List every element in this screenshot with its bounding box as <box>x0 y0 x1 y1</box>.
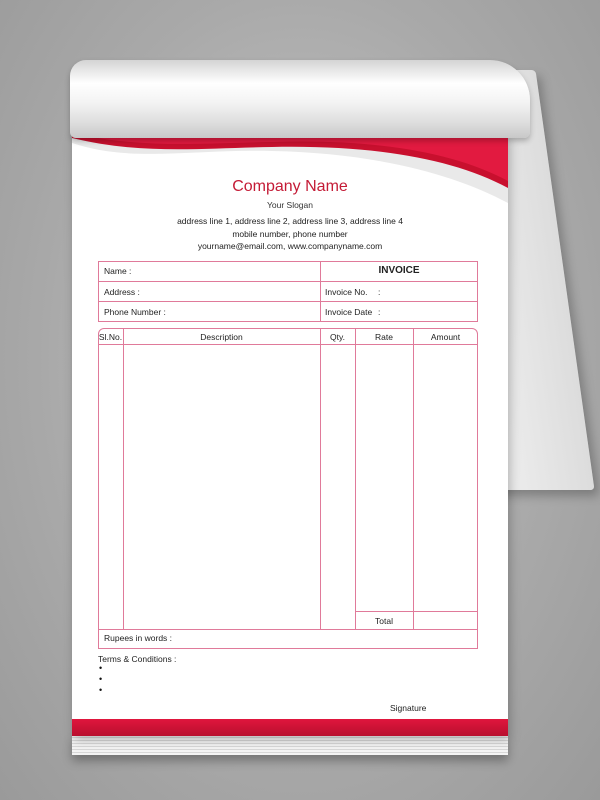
rupees-in-words-field[interactable]: Rupees in words : <box>104 633 173 643</box>
company-name: Company Name <box>232 178 348 195</box>
terms-conditions-label: Terms & Conditions : <box>98 654 177 664</box>
total-bottom-line <box>98 629 478 630</box>
invoice-number-field[interactable]: Invoice No. <box>325 287 368 297</box>
invoice-sheet <box>72 133 508 736</box>
col-divider-3 <box>355 328 356 629</box>
invoice-date-field[interactable]: Invoice Date <box>325 307 373 317</box>
company-contact: yourname@email.com, www.companyname.com <box>197 241 383 251</box>
invoice-title: INVOICE <box>378 265 420 276</box>
notepad-curled-top <box>70 60 530 138</box>
footer-band <box>72 719 508 736</box>
name-field[interactable]: Name : <box>104 266 132 276</box>
info-row-line-1 <box>98 281 478 282</box>
col-divider-1 <box>123 328 124 629</box>
phone-number-field[interactable]: Phone Number : <box>104 307 166 317</box>
terms-bullet-1: • <box>99 663 103 673</box>
signature-label: Signature <box>390 703 427 713</box>
items-table <box>98 328 478 649</box>
total-label: Total <box>375 616 393 626</box>
col-divider-4 <box>413 328 414 629</box>
terms-bullet-3: • <box>99 685 103 695</box>
notepad-page-stack <box>72 735 508 755</box>
company-slogan: Your Slogan <box>266 200 313 210</box>
table-header-line <box>98 344 478 345</box>
col-divider-2 <box>320 328 321 629</box>
company-address: address line 1, address line 2, address line 3, address line 4 <box>177 216 403 226</box>
company-phones: mobile number, phone number <box>232 229 348 239</box>
invoice-date-colon: : <box>378 307 381 317</box>
address-field[interactable]: Address : <box>104 287 140 297</box>
info-row-line-2 <box>98 301 478 302</box>
terms-bullet-2: • <box>99 674 103 684</box>
col-header-qty: Qty. <box>330 332 345 342</box>
col-header-slno: Sl.No. <box>98 332 123 342</box>
invoice-number-colon: : <box>378 287 381 297</box>
col-header-amount: Amount <box>430 332 461 342</box>
col-header-rate: Rate <box>375 332 393 342</box>
total-top-line <box>355 611 478 612</box>
col-header-description: Description <box>200 332 243 342</box>
